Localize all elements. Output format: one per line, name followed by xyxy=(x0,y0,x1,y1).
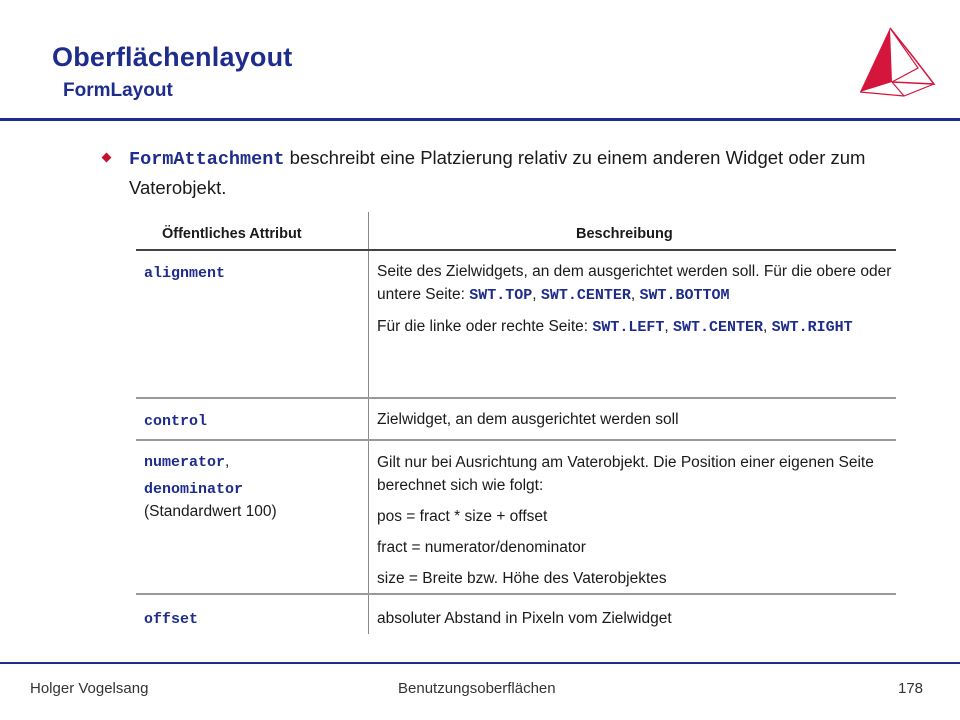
code-swt-bottom: SWT.BOTTOM xyxy=(639,287,730,304)
code-swt-left: SWT.LEFT xyxy=(592,319,665,336)
desc-cell: absoluter Abstand in Pixeln vom Zielwidget xyxy=(377,610,672,627)
desc-cell xyxy=(377,451,897,598)
code-swt-center: SWT.CENTER xyxy=(540,287,631,304)
desc-text: Seite des Zielwidgets, an dem ausgerichtet werden soll. Für die obere oder untere Seite: xyxy=(377,263,892,303)
desc-formula-size: size = Breite bzw. Höhe des Vaterobjektes xyxy=(377,570,667,587)
row-divider xyxy=(136,397,896,399)
desc-text: Für die linke oder rechte Seite: xyxy=(377,318,593,335)
desc-paragraph xyxy=(377,260,897,307)
code-swt-center: SWT.CENTER xyxy=(673,319,764,336)
header-divider xyxy=(0,118,960,121)
attr-cell xyxy=(144,410,364,433)
attr-cell xyxy=(144,451,364,523)
attr-numerator: numerator xyxy=(144,454,226,471)
attr-cell xyxy=(144,262,364,285)
separator: , xyxy=(664,318,674,335)
slide-subtitle: FormLayout xyxy=(63,80,173,101)
bullet-description: beschreibt eine Platzierung relativ zu einem anderen Widget oder zum Vaterobjekt. xyxy=(129,147,866,198)
table-header xyxy=(136,212,896,250)
header-attribute: Öffentliches Attribut xyxy=(162,226,302,242)
attr-alignment: alignment xyxy=(144,265,226,282)
separator: , xyxy=(225,453,230,470)
bullet-text xyxy=(129,144,919,202)
row-divider xyxy=(136,593,896,595)
bullet-code: FormAttachment xyxy=(129,149,285,170)
table-column-divider xyxy=(368,212,369,634)
attr-offset: offset xyxy=(144,611,199,628)
code-swt-right: SWT.RIGHT xyxy=(771,319,853,336)
sail-logo-icon xyxy=(852,22,942,102)
slide-title: Oberflächenlayout xyxy=(52,42,293,72)
diamond-bullet-icon xyxy=(102,153,112,163)
desc-cell: Zielwidget, an dem ausgerichtet werden soll xyxy=(377,411,679,428)
footer-author: Holger Vogelsang xyxy=(30,680,149,697)
attr-control: control xyxy=(144,413,208,430)
desc-formula-fract: fract = numerator/denominator xyxy=(377,539,586,556)
desc-paragraph xyxy=(377,315,897,339)
desc-paragraph: Gilt nur bei Ausrichtung am Vaterobjekt. Die Position einer eigenen Seite berechnet sich wie folgt: xyxy=(377,454,874,494)
footer-divider xyxy=(0,662,960,664)
separator: , xyxy=(763,318,772,335)
code-swt-top: SWT.TOP xyxy=(469,287,533,304)
desc-formula-pos: pos = fract * size + offset xyxy=(377,508,548,525)
header-description: Beschreibung xyxy=(576,226,673,242)
attr-cell xyxy=(144,608,364,631)
attr-denominator: denominator xyxy=(144,481,244,498)
header-line xyxy=(136,249,896,251)
separator: , xyxy=(630,286,640,303)
footer-page-number: 178 xyxy=(898,680,924,697)
footer-course: Benutzungsoberflächen xyxy=(398,680,556,697)
row-divider xyxy=(136,439,896,441)
attr-default-note: (Standardwert 100) xyxy=(144,503,277,520)
separator: , xyxy=(532,286,541,303)
desc-cell xyxy=(377,260,897,347)
